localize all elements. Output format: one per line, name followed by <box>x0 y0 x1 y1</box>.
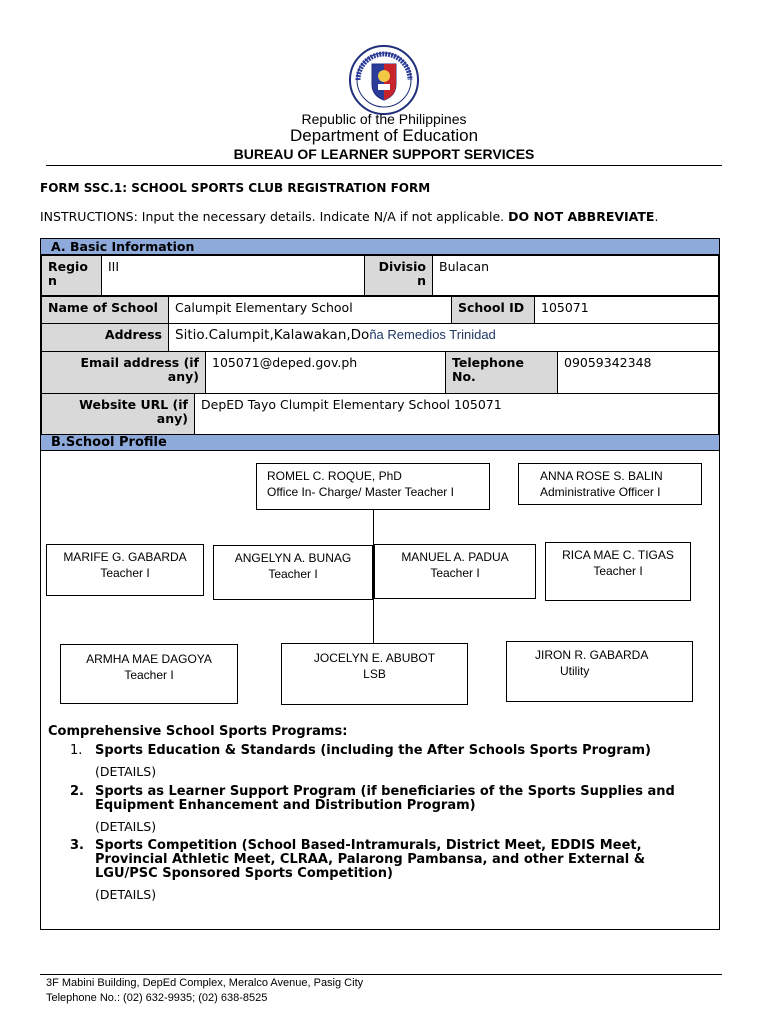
org-box-lsb <box>281 643 468 705</box>
programs-title: Comprehensive School Sports Programs: <box>48 724 348 739</box>
footer-address: 3F Mabini Building, DepEd Complex, Meralco Avenue, Pasig City <box>46 977 364 989</box>
program-item <box>70 744 710 758</box>
school-name-field[interactable]: Calumpit Elementary School <box>168 296 452 324</box>
org-name: ANNA ROSE S. BALIN <box>540 469 663 483</box>
org-role: Utility <box>560 664 590 678</box>
footer-telephone: Telephone No.: (02) 632-9935; (02) 638-8525 <box>46 992 268 1004</box>
org-role: Teacher I <box>268 567 318 581</box>
telephone-field[interactable]: 09059342348 <box>557 351 719 394</box>
program-text: Sports Competition (School Based-Intramurals, District Meet, EDDIS Meet, Provincial Athletic Meet, CLRAA, Palarong Pambansa, and other External & LGU/PSC Sponsored Sports Competition) <box>95 838 646 881</box>
department-heading: Department of Education <box>289 126 479 145</box>
deped-seal-logo <box>348 44 420 116</box>
org-box-utility <box>506 641 693 702</box>
org-role: LSB <box>363 667 386 681</box>
org-role: Teacher I <box>430 566 480 580</box>
program-number: 3. <box>70 838 84 853</box>
telephone-label: Telephone No. <box>445 351 558 394</box>
email-label: Email address (if any) <box>41 351 206 394</box>
form-title: FORM SSC.1: SCHOOL SPORTS CLUB REGISTRATION FORM <box>40 181 431 195</box>
org-box-principal <box>256 463 490 510</box>
program-details: (DETAILS) <box>95 819 157 834</box>
org-role: Administrative Officer I <box>540 485 661 499</box>
email-field[interactable]: 105071@deped.gov.ph <box>205 351 446 394</box>
program-details: (DETAILS) <box>95 887 157 902</box>
program-details: (DETAILS) <box>95 764 157 779</box>
header-divider <box>46 165 722 166</box>
org-name: RICA MAE C. TIGAS <box>562 548 674 562</box>
program-number: 1. <box>70 743 83 758</box>
org-box-teacher <box>374 544 536 599</box>
org-role: Teacher I <box>124 668 174 682</box>
address-field[interactable]: Sitio.Calumpit,Kalawakan,Doña Remedios Trinidad <box>168 323 719 352</box>
bureau-heading: BUREAU OF LEARNER SUPPORT SERVICES <box>233 146 535 162</box>
org-name: MANUEL A. PADUA <box>401 550 509 564</box>
region-label: Regio n <box>41 255 102 296</box>
instructions: INSTRUCTIONS: Input the necessary details. Indicate N/A if not applicable. DO NOT ABBREVIATE. <box>40 209 659 224</box>
org-role: Office In- Charge/ Master Teacher I <box>267 485 454 499</box>
org-box-teacher <box>60 644 238 704</box>
program-item <box>70 839 710 881</box>
school-id-label: School ID <box>451 296 535 324</box>
division-label: Divisio n <box>364 255 433 296</box>
org-role: Teacher I <box>100 566 150 580</box>
section-a-header: A. Basic Information <box>41 238 719 255</box>
school-name-label: Name of School <box>41 296 169 324</box>
org-name: ARMHA MAE DAGOYA <box>86 652 212 666</box>
website-label: Website URL (if any) <box>41 393 195 435</box>
address-label: Address <box>41 323 169 352</box>
school-id-field[interactable]: 105071 <box>534 296 719 324</box>
program-item <box>70 785 710 813</box>
region-field[interactable]: III <box>101 255 365 296</box>
org-name: JOCELYN E. ABUBOT <box>313 651 436 665</box>
footer-divider <box>40 974 722 975</box>
program-number: 2. <box>70 784 84 799</box>
org-box-teacher <box>46 544 204 596</box>
org-name: JIRON R. GABARDA <box>535 648 649 662</box>
org-name: ANGELYN A. BUNAG <box>234 551 352 565</box>
division-field[interactable]: Bulacan <box>432 255 719 296</box>
org-name: MARIFE G. GABARDA <box>63 550 187 564</box>
org-name: ROMEL C. ROQUE, PhD <box>267 469 402 483</box>
org-box-admin-officer <box>518 463 702 505</box>
section-b-header: B.School Profile <box>41 434 719 451</box>
republic-heading: Republic of the Philippines <box>301 111 467 127</box>
program-text: Sports as Learner Support Program (if beneficiaries of the Sports Supplies and Equipment Enhancement and Distribution Program) <box>95 784 675 813</box>
program-text: Sports Education & Standards (including the After Schools Sports Program) <box>95 743 651 758</box>
org-role: Teacher I <box>593 564 643 578</box>
org-box-teacher <box>213 545 373 600</box>
org-box-teacher <box>545 542 691 601</box>
website-field[interactable]: DepED Tayo Clumpit Elementary School 105071 <box>194 393 719 435</box>
